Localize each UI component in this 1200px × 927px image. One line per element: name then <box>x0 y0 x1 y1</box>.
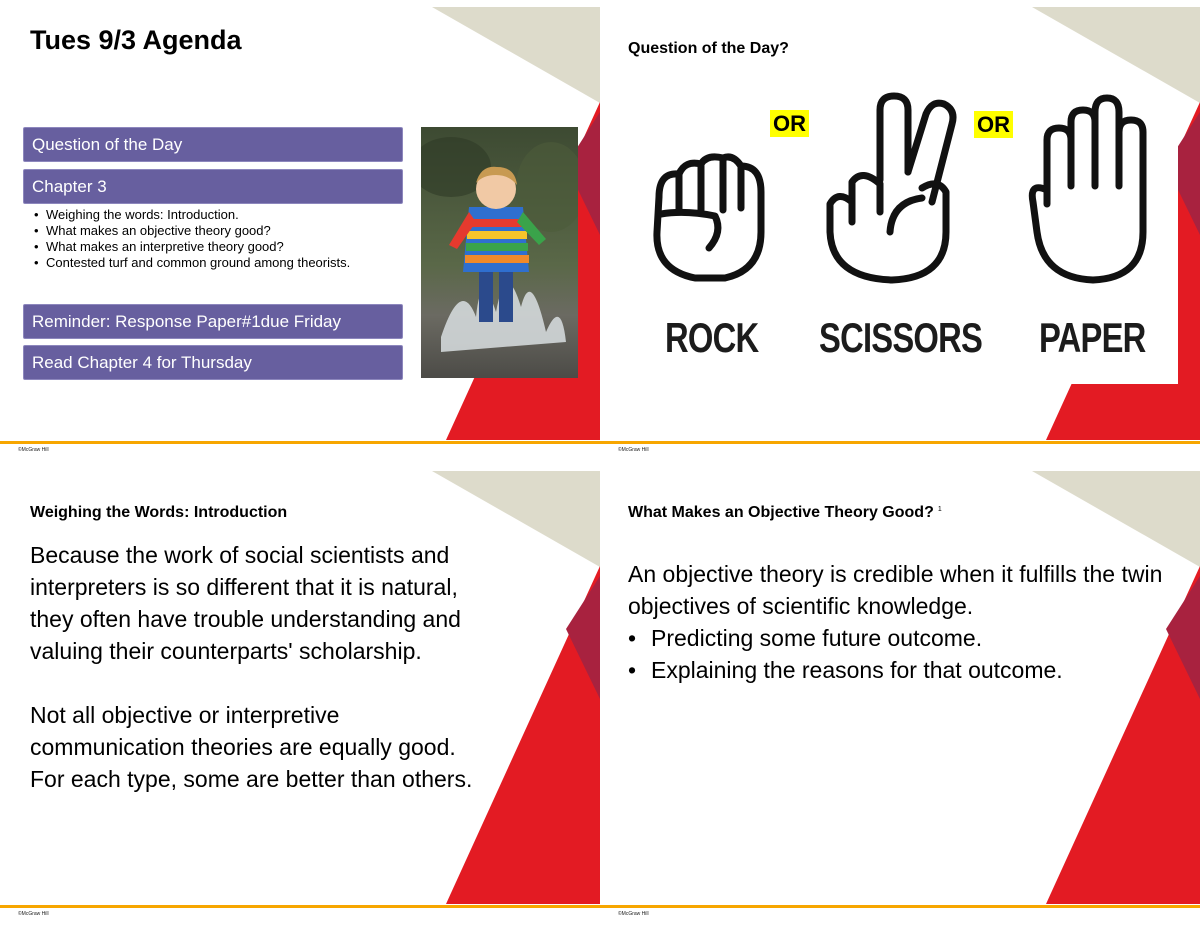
slide-weighing-the-words <box>0 464 600 927</box>
title-footnote-marker: 1 <box>937 505 942 513</box>
or-label-2: OR <box>974 111 1013 138</box>
list-item: • Explaining the reasons for that outcome. <box>628 654 1168 686</box>
bullet-list <box>628 622 1168 686</box>
footer-copyright: ©McGraw Hill <box>618 447 649 453</box>
fist-icon <box>645 152 773 287</box>
slide-agenda <box>0 0 600 463</box>
chapter-subitems <box>34 207 394 271</box>
body-paragraph: Not all objective or interpretive communication theories are equally good. For each type, some are better than others. <box>30 702 473 792</box>
list-item: • Predicting some future outcome. <box>628 622 1168 654</box>
slide-decoration <box>600 464 1200 927</box>
agenda-item-reminder: Reminder: Response Paper#1due Friday <box>23 304 403 339</box>
body-paragraph: Because the work of social scientists and interpreters is so different that it is natural, they often have trouble understanding and valuing their counterparts' scholarship. <box>30 542 461 664</box>
child-splashing-photo <box>421 127 578 378</box>
slide-title: Tues 9/3 Agenda <box>30 25 242 55</box>
agenda-item-chapter: Chapter 3 <box>23 169 403 204</box>
slide-title: Question of the Day? <box>628 40 789 57</box>
list-item: • What makes an objective theory good? <box>34 223 394 239</box>
slide-title-text: What Makes an Objective Theory Good? <box>628 504 934 521</box>
body-intro: An objective theory is credible when it fulfills the twin objectives of scientific knowledge. <box>628 561 1163 619</box>
or-label-1: OR <box>770 110 809 137</box>
open-hand-icon <box>1027 92 1162 287</box>
slide-title: Weighing the Words: Introduction <box>30 504 288 521</box>
list-item: • Contested turf and common ground among theorists. <box>34 255 394 271</box>
slide-question-of-the-day <box>600 0 1200 463</box>
slide-objective-theory <box>600 464 1200 927</box>
footer-rule <box>600 441 1200 444</box>
footer-rule <box>0 441 600 444</box>
footer-copyright: ©McGraw Hill <box>618 911 649 917</box>
slide-title <box>628 504 942 522</box>
list-item: • Weighing the words: Introduction. <box>34 207 394 223</box>
footer-copyright: ©McGraw Hill <box>18 911 49 917</box>
slide-body <box>30 539 480 795</box>
footer-rule <box>600 905 1200 908</box>
agenda-item-reading: Read Chapter 4 for Thursday <box>23 345 403 380</box>
rock-label: ROCK <box>665 314 759 361</box>
slide-body <box>628 558 1168 686</box>
list-item: • What makes an interpretive theory good? <box>34 239 394 255</box>
scissors-label: SCISSORS <box>819 314 983 361</box>
footer-rule <box>0 905 600 908</box>
agenda-item-question: Question of the Day <box>23 127 403 162</box>
footer-copyright: ©McGraw Hill <box>18 447 49 453</box>
rock-paper-scissors-graphic <box>627 92 1178 384</box>
paper-label: PAPER <box>1039 314 1146 361</box>
peace-sign-icon <box>822 92 972 287</box>
